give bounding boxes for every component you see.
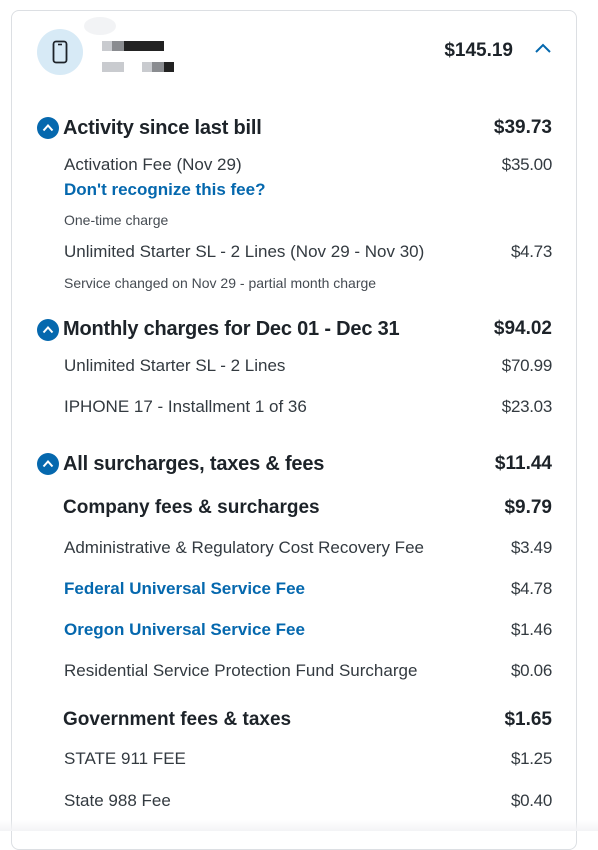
redacted-line-number <box>164 62 174 72</box>
charge-amount: $1.46 <box>510 620 552 639</box>
charge-label: STATE 911 FEE <box>64 749 186 768</box>
chevron-up-icon <box>42 459 54 468</box>
charge-amount: $1.25 <box>510 749 552 768</box>
subsection-amount: $1.65 <box>504 709 552 730</box>
dont-recognize-fee-link[interactable]: Don't recognize this fee? <box>64 180 266 199</box>
collapse-surcharges-button[interactable] <box>37 453 59 475</box>
charge-amount: $4.78 <box>510 579 552 598</box>
charge-amount: $35.00 <box>501 155 552 174</box>
collapse-activity-button[interactable] <box>37 117 59 139</box>
redacted-line-name <box>102 41 112 51</box>
section-amount: $11.44 <box>494 453 552 474</box>
line-device-badge <box>37 29 83 75</box>
charge-label: State 988 Fee <box>64 791 171 810</box>
charge-amount: $0.06 <box>510 661 552 680</box>
subsection-amount: $9.79 <box>504 497 552 518</box>
charge-amount: $70.99 <box>501 356 552 375</box>
chevron-up-icon <box>42 123 54 132</box>
avatar-ghost <box>84 17 116 35</box>
charge-label: Residential Service Protection Fund Surcharge <box>64 661 418 680</box>
charge-label: Activation Fee (Nov 29) <box>64 155 242 174</box>
charge-note: One-time charge <box>64 212 169 228</box>
redacted-line-name <box>112 41 124 51</box>
charge-amount: $0.40 <box>510 791 552 810</box>
section-title: All surcharges, taxes & fees <box>63 453 325 475</box>
redacted-line-number <box>152 62 164 72</box>
charge-label: Unlimited Starter SL - 2 Lines (Nov 29 - Nov 30) <box>64 242 425 261</box>
charge-note: Service changed on Nov 29 - partial month charge <box>64 275 377 291</box>
line-total-amount: $145.19 <box>444 40 513 61</box>
charge-amount: $23.03 <box>501 397 552 416</box>
section-title: Activity since last bill <box>63 117 262 139</box>
redacted-line-number <box>142 62 152 72</box>
federal-usf-link[interactable]: Federal Universal Service Fee <box>64 579 305 598</box>
section-amount: $94.02 <box>493 318 552 339</box>
scroll-fade <box>0 820 598 831</box>
chevron-up-icon <box>42 325 54 334</box>
smartphone-icon <box>52 40 68 64</box>
section-title: Monthly charges for Dec 01 - Dec 31 <box>63 318 400 340</box>
redacted-line-name <box>124 41 164 51</box>
subsection-title: Government fees & taxes <box>63 709 292 730</box>
section-amount: $39.73 <box>493 117 552 138</box>
charge-label: Administrative & Regulatory Cost Recovery Fee <box>64 538 424 557</box>
bill-line-card <box>11 10 577 850</box>
charge-label: Unlimited Starter SL - 2 Lines <box>64 356 286 375</box>
chevron-up-icon[interactable] <box>534 42 552 54</box>
charge-amount: $4.73 <box>510 242 552 261</box>
redacted-line-number <box>102 62 124 72</box>
oregon-usf-link[interactable]: Oregon Universal Service Fee <box>64 620 305 639</box>
subsection-title: Company fees & surcharges <box>63 497 320 518</box>
charge-label: IPHONE 17 - Installment 1 of 36 <box>64 397 307 416</box>
line-header[interactable] <box>12 11 576 95</box>
collapse-monthly-button[interactable] <box>37 319 59 341</box>
charge-amount: $3.49 <box>510 538 552 557</box>
